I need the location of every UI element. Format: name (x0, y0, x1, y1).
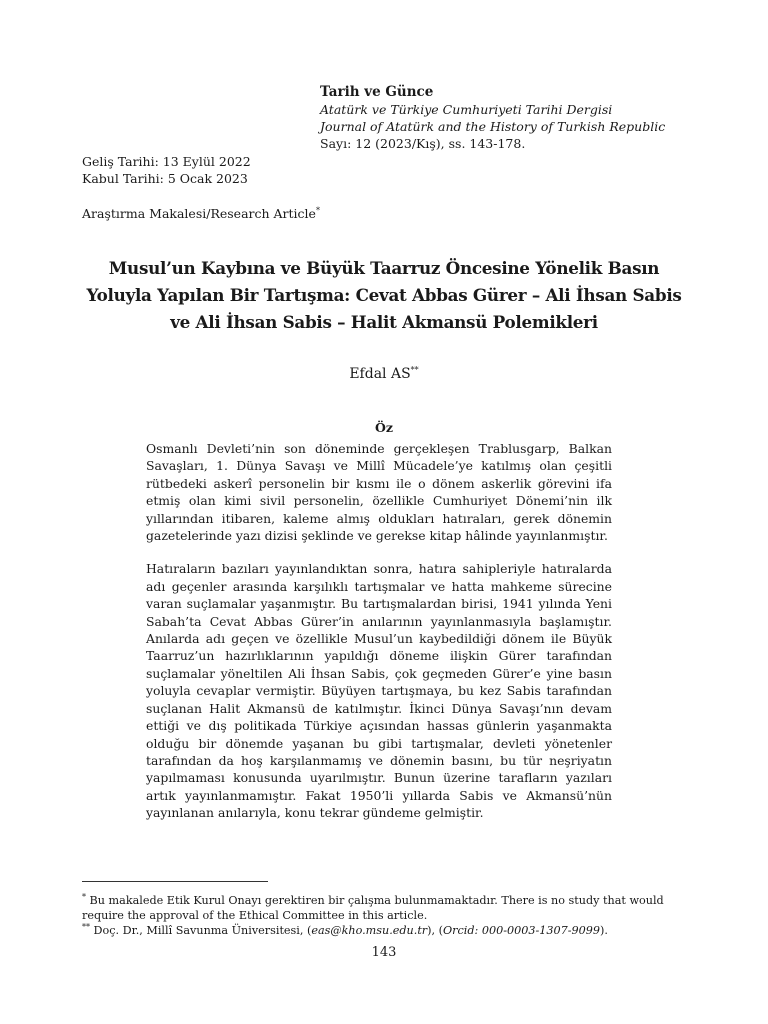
footnote-divider (82, 881, 268, 882)
abstract-paragraph-2: Hatıraların bazıları yayınlandıktan sonra, hatıra sahipleriyle hatıralarda adı geçenler arasında karşılıklı tartışmalar ve hatta mahkeme sürecine varan suçlamalar yaşanmıştır. Bu tartışmalardan birisi, 1941 yılında Yeni Sabah’ta Cevat Abbas Gürer’in anılarının yayınlanmasıyla başlamıştır. Anılarda adı geçen ve özellikle Musul’un kaybedildiği dönem ile Büyük Taarruz’un hazırlıklarının yapıldığı döneme ilişkin Gürer tarafından suçlamalar yöneltilen Ali İhsan Sabis, çok geçmeden Gürer’e yine basın yoluyla cevaplar vermiştir. Büyüyen tartışmaya, bu kez Sabis tarafından suçlanan Halit Akmansü de katılmıştır. İkinci Dünya Savaşı’nın devam ettiği ve dış politikada Türkiye açısından hassas günlerin yaşanmakta olduğu bir dönemde yaşanan bu gibi tartışmalar, devleti yönetenler tarafından da hoş karşılanmamış ve dönemin basını, bu tür neşriyatın yapılmaması konusunda uyarılmıştır. Bunun üzerine tarafların yazıları artık yayınlanmamıştır. Fakat 1950’li yıllarda Sabis ve Akmansü’nün yayınlanan anılarıyla, konu tekrar gündeme gelmiştir. (146, 561, 612, 821)
author (82, 366, 686, 382)
footnote-2 (82, 923, 692, 938)
article-type-footnote-mark: * (315, 205, 320, 215)
journal-header (320, 84, 740, 152)
accepted-date: Kabul Tarihi: 5 Ocak 2023 (82, 171, 248, 186)
journal-issue: Sayı: 12 (2023/Kış), ss. 143-178. (320, 136, 526, 151)
footnote-1-text: Bu makalede Etik Kurul Onayı gerektiren bir çalışma bulunmamaktadır. There is no study that would require the approval of the Ethical Committee in this article. (82, 894, 664, 922)
footnote-2-prefix: Doç. Dr., Millî Savunma Üniversitesi, ( (90, 924, 312, 937)
author-footnote-mark: ** (410, 365, 419, 375)
journal-subtitle-en: Journal of Atatürk and the History of Turkish Republic (320, 119, 666, 134)
footnote-1 (82, 893, 692, 923)
page-number: 143 (371, 945, 397, 960)
article-dates (82, 153, 251, 187)
footnote-2-suffix: ). (599, 924, 608, 937)
journal-subtitle-tr: Atatürk ve Türkiye Cumhuriyeti Tarihi Dergisi (320, 102, 613, 117)
abstract-paragraph-1: Osmanlı Devleti’nin son döneminde gerçekleşen Trablusgarp, Balkan Savaşları, 1. Dünya Savaşı ve Millî Mücadele’ye katılmış olan çeşitli rütbedeki askerî personelin bir kısmı ile o dönem askerlik görevini ifa etmiş olan kimi sivil personelin, özellikle Cumhuriyet Dönemi’nin ilk yıllarından itibaren, kaleme almış oldukları hatıraları, gerek dönemin gazetelerinde yazı dizisi şeklinde ve gerekse kitap hâlinde yayınlanmıştır. (146, 441, 612, 544)
journal-title: Tarih ve Günce (320, 84, 434, 100)
author-orcid: Orcid: 000-0003-1307-9099 (443, 924, 600, 937)
footnotes (82, 893, 692, 938)
article-type (82, 206, 320, 221)
footnote-2-mark: ** (82, 922, 90, 932)
abstract-body (146, 440, 612, 822)
author-email: eas@kho.msu.edu.tr (311, 924, 428, 937)
footnote-2-middle: ), ( (427, 924, 444, 937)
footnote-1-mark: * (82, 892, 86, 902)
article-type-label: Araştırma Makalesi/Research Article (82, 206, 316, 221)
received-date: Geliş Tarihi: 13 Eylül 2022 (82, 154, 251, 169)
abstract-heading: Öz (375, 420, 393, 435)
author-name: Efdal AS (349, 366, 411, 382)
article-title: Musul’un Kaybına ve Büyük Taarruz Öncesine Yönelik Basın Yoluyla Yapılan Bir Tartışma: Cevat Abbas Gürer – Ali İhsan Sabis ve Ali İhsan Sabis – Halit Akmansü Polemikleri (86, 258, 682, 332)
